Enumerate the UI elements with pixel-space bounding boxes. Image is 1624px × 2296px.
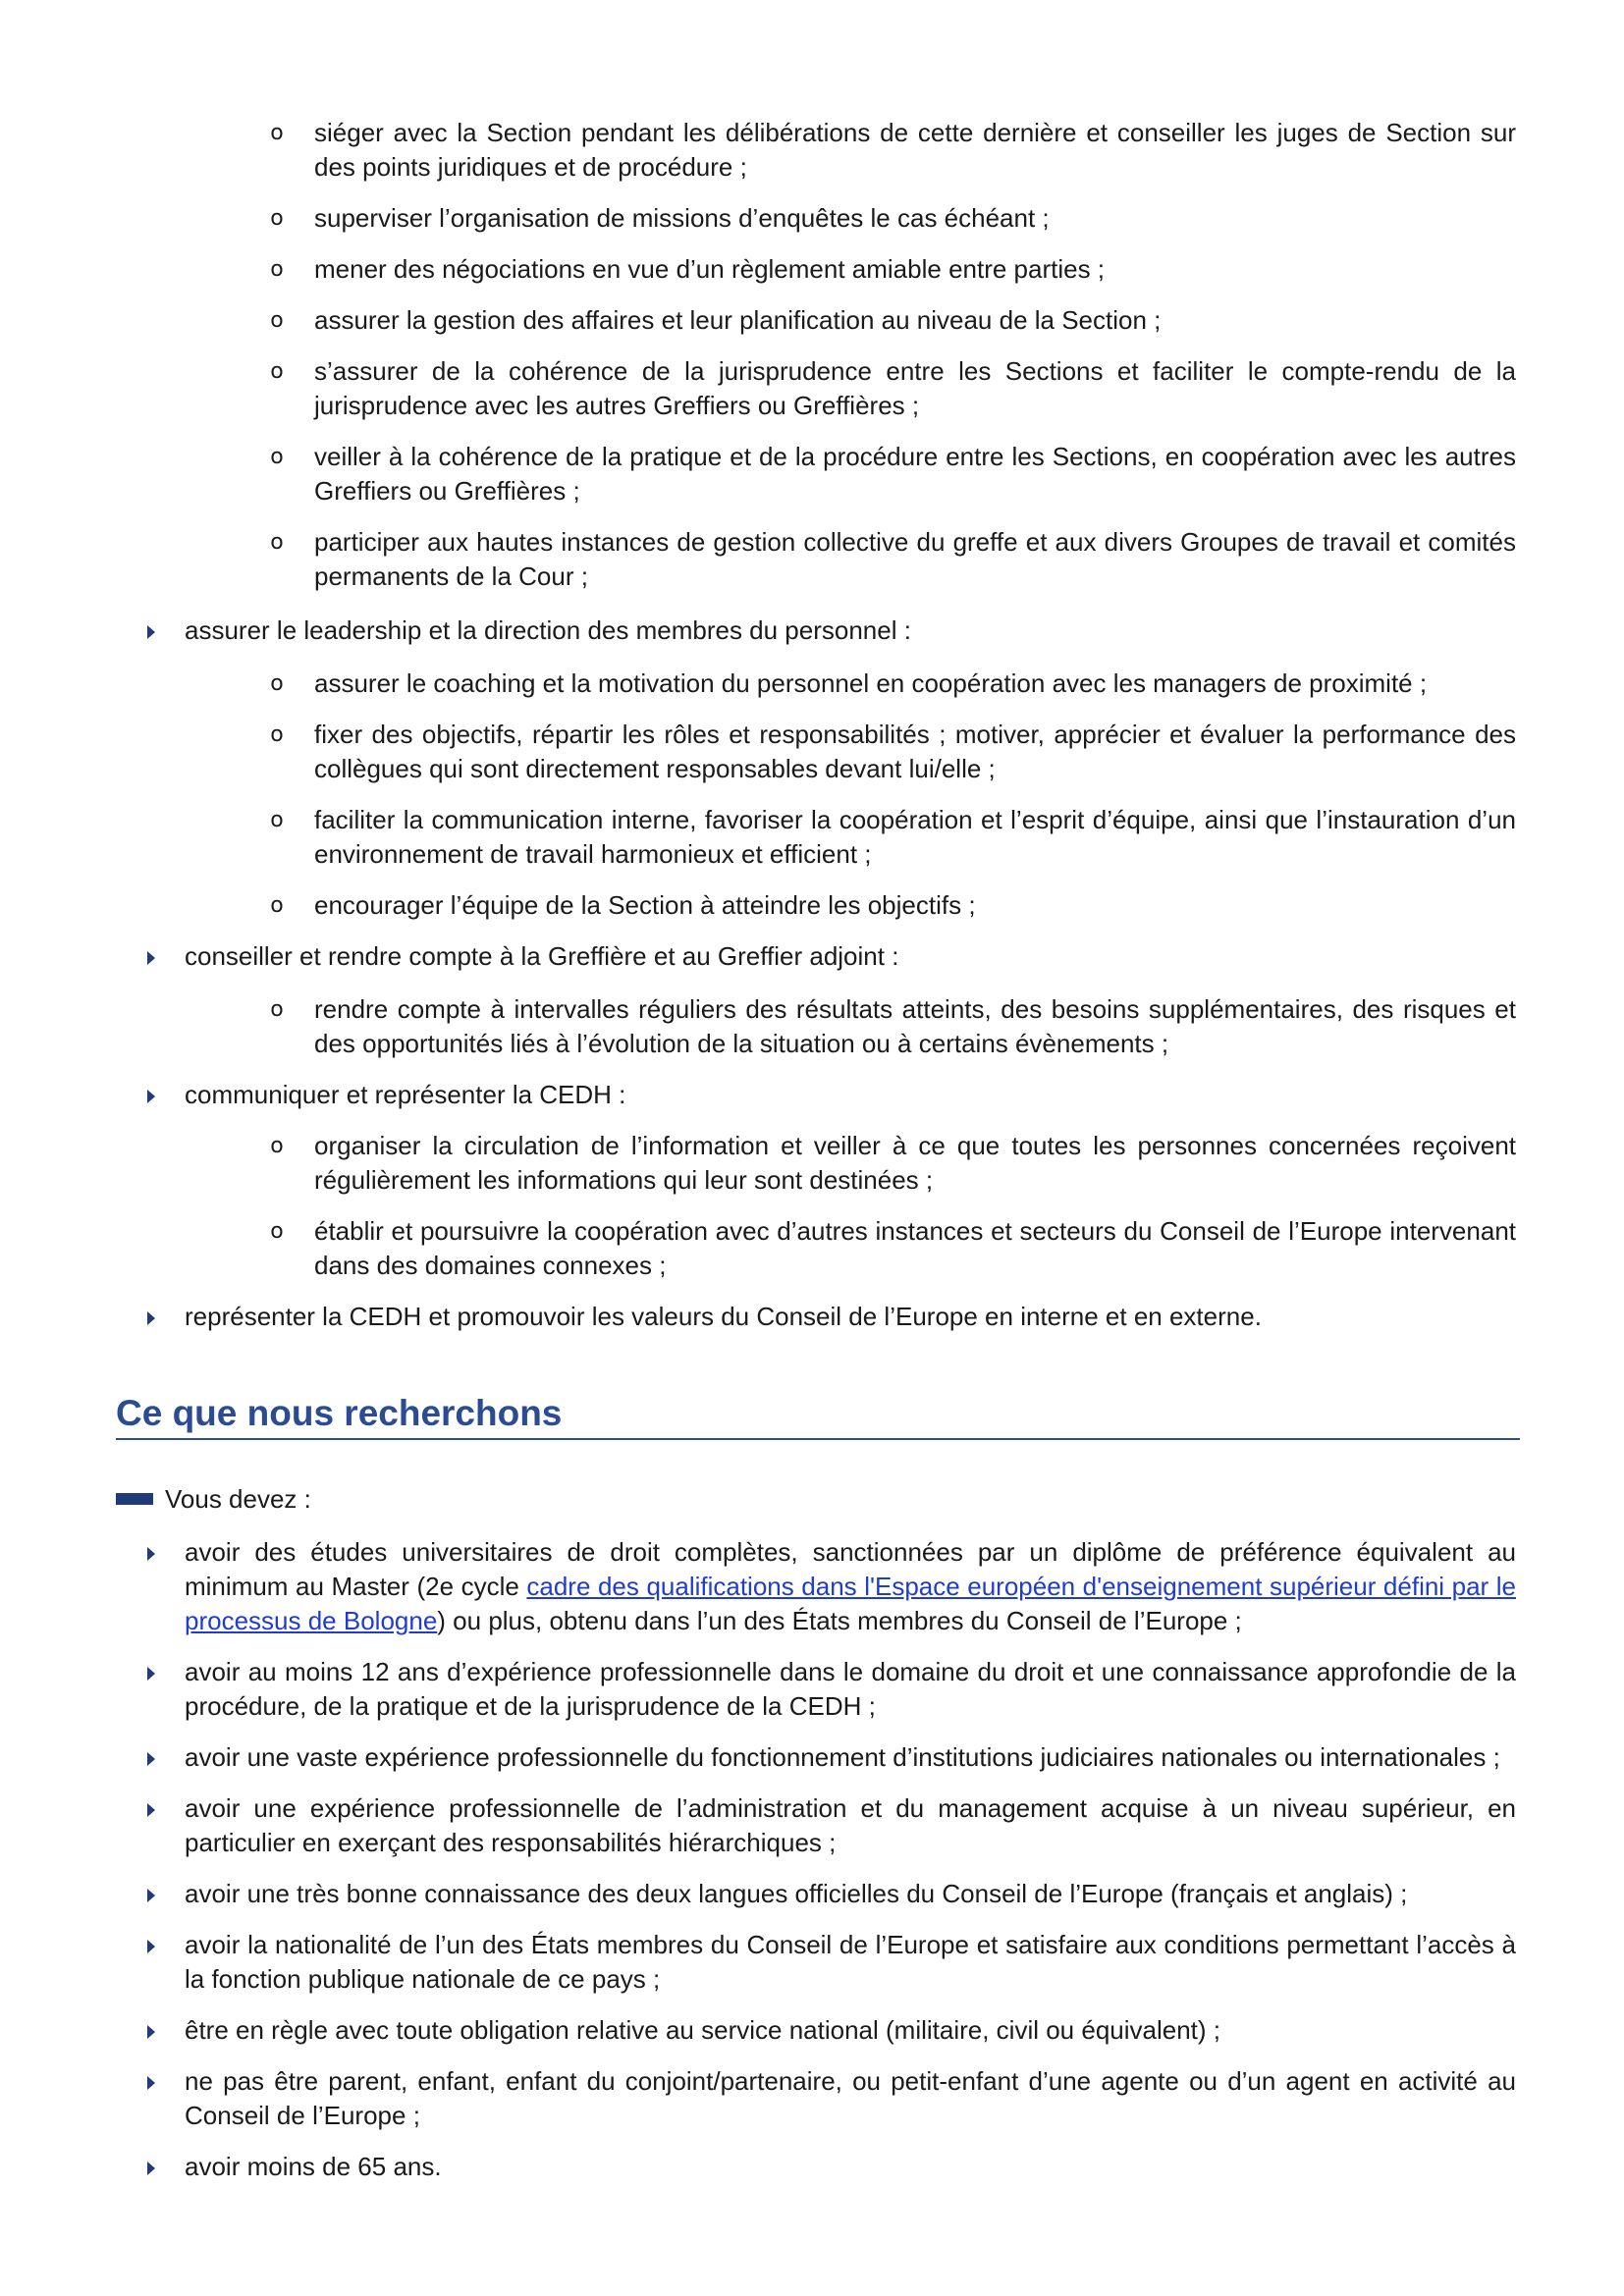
list-item — [185, 1300, 1516, 1334]
list-item-text: siéger avec la Section pendant les délibérations de cette dernière et conseiller les juges de Section sur des points juridiques et de procédure ; — [314, 118, 1516, 182]
list-item — [185, 1791, 1516, 1860]
list-item — [270, 201, 1516, 236]
list-item — [270, 116, 1516, 185]
list-item-text: représenter la CEDH et promouvoir les valeurs du Conseil de l’Europe en interne et en externe. — [185, 1302, 1262, 1331]
arrow-bullet-icon — [147, 2162, 155, 2175]
arrow-bullet-icon — [147, 2025, 155, 2039]
arrow-bullet-icon — [147, 951, 155, 965]
section-divider — [116, 1438, 1520, 1440]
list-item-text: avoir moins de 65 ans. — [185, 2152, 442, 2181]
section-intro-text: Vous devez : — [165, 1484, 311, 1514]
list-item-text: communiquer et représenter la CEDH : — [185, 1080, 626, 1109]
list-item-text: rendre compte à intervalles réguliers des résultats atteints, des besoins supplémentaires, des risques et des opportunités liés à l’évolution de la situation ou à certains évènements ; — [314, 994, 1516, 1058]
list-item-text: avoir une expérience professionnelle de l’administration et du management acquise à un niveau supérieur, en particulier en exerçant des responsabilités hiérarchiques ; — [185, 1793, 1516, 1857]
circle-bullet-icon: o — [270, 671, 284, 696]
list-item — [185, 1655, 1516, 1724]
list-item — [270, 667, 1516, 701]
list-item — [270, 888, 1516, 923]
list-item — [270, 803, 1516, 872]
circle-bullet-icon: o — [270, 1134, 284, 1158]
list-item — [185, 2064, 1516, 2133]
list-item-text: établir et poursuivre la coopération avec d’autres instances et secteurs du Conseil de l’Europe intervenant dans des domaines connexes ; — [314, 1216, 1516, 1280]
list-item — [185, 1928, 1516, 1997]
arrow-bullet-icon — [147, 1940, 155, 1953]
circle-bullet-icon: o — [270, 808, 284, 832]
arrow-bullet-icon — [147, 1667, 155, 1681]
list-item-text: superviser l’organisation de missions d’enquêtes le cas échéant ; — [314, 203, 1050, 233]
arrow-bullet-icon — [147, 1090, 155, 1103]
list-item — [185, 1535, 1516, 1638]
arrow-bullet-icon — [147, 1547, 155, 1561]
bar-bullet-icon — [116, 1493, 153, 1505]
list-item-text: veiller à la cohérence de la pratique et de la procédure entre les Sections, en coopération avec les autres Greffiers ou Greffières ; — [314, 442, 1516, 506]
list-item-text: mener des négociations en vue d’un règlement amiable entre parties ; — [314, 254, 1106, 284]
list-item-text: s’assurer de la cohérence de la jurisprudence entre les Sections et faciliter le compte-rendu de la jurisprudence avec les autres Greffiers ou Greffières ; — [314, 356, 1516, 420]
circle-bullet-icon: o — [270, 121, 284, 145]
list-item — [185, 939, 1516, 974]
circle-bullet-icon: o — [270, 359, 284, 384]
list-item-text: être en règle avec toute obligation relative au service national (militaire, civil ou équivalent) ; — [185, 2015, 1221, 2045]
list-item — [185, 1740, 1516, 1775]
list-item — [270, 525, 1516, 594]
list-item-text: faciliter la communication interne, favoriser la coopération et l’esprit d’équipe, ainsi que l’instauration d’un environnement de travail harmonieux et efficient ; — [314, 805, 1516, 869]
arrow-bullet-icon — [147, 1889, 155, 1902]
list-item — [185, 1078, 1516, 1112]
list-item-text: avoir une très bonne connaissance des deux langues officielles du Conseil de l’Europe (français et anglais) ; — [185, 1879, 1408, 1908]
list-item-text: assurer la gestion des affaires et leur planification au niveau de la Section ; — [314, 305, 1162, 335]
list-item-text: avoir au moins 12 ans d’expérience professionnelle dans le domaine du droit et une connaissance approfondie de la procédure, de la pratique et de la jurisprudence de la CEDH ; — [185, 1657, 1516, 1721]
list-item-text: ne pas être parent, enfant, enfant du conjoint/partenaire, ou petit-enfant d’une agente ou d’un agent en activité au Conseil de l’Europe ; — [185, 2066, 1516, 2130]
list-item — [185, 1877, 1516, 1911]
list-item — [270, 718, 1516, 786]
circle-bullet-icon: o — [270, 445, 284, 469]
list-item — [270, 252, 1516, 287]
circle-bullet-icon: o — [270, 997, 284, 1022]
list-item-text: encourager l’équipe de la Section à atteindre les objectifs ; — [314, 890, 976, 920]
list-item-text: conseiller et rendre compte à la Greffière et au Greffier adjoint : — [185, 941, 899, 971]
circle-bullet-icon: o — [270, 257, 284, 282]
bologna-process-link[interactable]: cadre des qualifications dans l'Espace européen d'enseignement supérieur défini par le processus de Bologne — [185, 1572, 1516, 1635]
list-item — [185, 614, 1516, 648]
list-item — [270, 303, 1516, 338]
circle-bullet-icon: o — [270, 206, 284, 231]
arrow-bullet-icon — [147, 1803, 155, 1817]
list-item-text: avoir une vaste expérience professionnelle du fonctionnement d’institutions judiciaires nationales ou internationales ; — [185, 1742, 1500, 1772]
list-item — [270, 354, 1516, 423]
list-item-text: fixer des objectifs, répartir les rôles et responsabilités ; motiver, apprécier et évaluer la performance des collègues qui sont directement responsables devant lui/elle ; — [314, 720, 1516, 783]
circle-bullet-icon: o — [270, 722, 284, 747]
arrow-bullet-icon — [147, 1752, 155, 1766]
list-item-text: participer aux hautes instances de gestion collective du greffe et aux divers Groupes de travail et comités permanents de la Cour ; — [314, 527, 1516, 591]
list-item — [270, 1214, 1516, 1283]
list-item — [185, 2150, 1516, 2184]
list-item — [270, 1129, 1516, 1198]
circle-bullet-icon: o — [270, 308, 284, 333]
list-item — [185, 2013, 1516, 2048]
section-intro — [116, 1482, 311, 1517]
list-item-text: avoir la nationalité de l’un des États membres du Conseil de l’Europe et satisfaire aux conditions permettant l’accès à la fonction publique nationale de ce pays ; — [185, 1930, 1516, 1994]
list-item-text: avoir des études universitaires de droit complètes, sanctionnées par un diplôme de préférence équivalent au minimum au Master (2e cycle — [185, 1537, 1516, 1601]
list-item-text: assurer le leadership et la direction des membres du personnel : — [185, 615, 911, 645]
arrow-bullet-icon — [147, 625, 155, 639]
circle-bullet-icon: o — [270, 893, 284, 918]
list-item-text: ) ou plus, obtenu dans l’un des États membres du Conseil de l’Europe ; — [437, 1606, 1242, 1635]
arrow-bullet-icon — [147, 2076, 155, 2090]
list-item — [270, 440, 1516, 508]
list-item-text: organiser la circulation de l’information et veiller à ce que toutes les personnes concernées reçoivent régulièrement les informations qui leur sont destinées ; — [314, 1131, 1516, 1195]
list-item-text: assurer le coaching et la motivation du personnel en coopération avec les managers de proximité ; — [314, 668, 1428, 698]
section-title: Ce que nous recherchons — [116, 1393, 563, 1433]
arrow-bullet-icon — [147, 1311, 155, 1325]
circle-bullet-icon: o — [270, 530, 284, 555]
list-item — [270, 992, 1516, 1061]
circle-bullet-icon: o — [270, 1219, 284, 1244]
